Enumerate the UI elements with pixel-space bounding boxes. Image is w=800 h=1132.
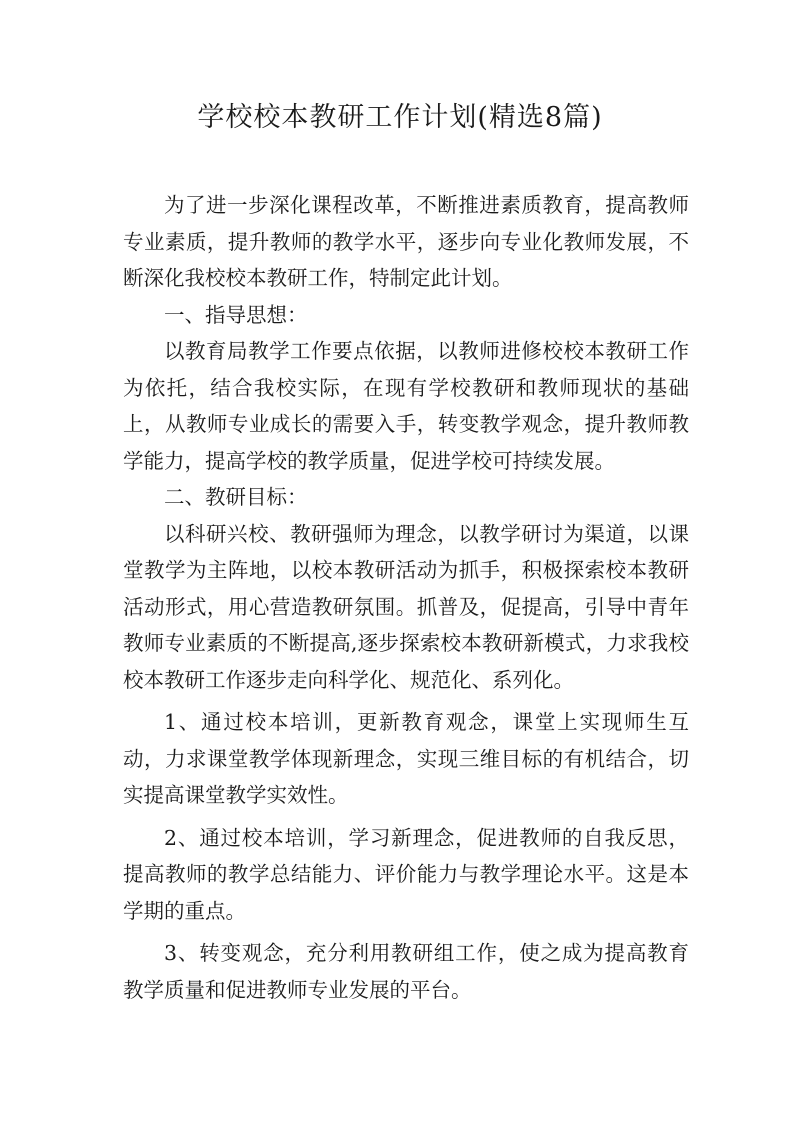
guiding-ideology-paragraph: 以教育局教学工作要点依据，以教师进修校校本教研工作为依托，结合我校实际，在现有学校教研和教师现状的基础上，从教师专业成长的需要入手，转变教学观念，提升教师教学能力，提高学校的教学质量，促进学校可持续发展。 xyxy=(123,339,689,473)
goal-item-3: 3、转变观念，充分利用教研组工作，使之成为提高教育教学质量和促进教师专业发展的平台。 xyxy=(123,941,689,1002)
section-heading-research-goals: 二、教研目标： xyxy=(164,485,308,509)
document-body xyxy=(123,187,689,1008)
document-title: 学校校本教研工作计划(精选8篇) xyxy=(197,102,603,133)
goal-item-1: 1、通过校本培训，更新教育观念，课堂上实现师生互动，力求课堂教学体现新理念，实现三维目标的有机结合，切实提高课堂教学实效性。 xyxy=(123,710,689,807)
intro-paragraph: 为了进一步深化课程改革，不断推进素质教育，提高教师专业素质，提升教师的教学水平，逐步向专业化教师发展，不断深化我校校本教研工作，特制定此计划。 xyxy=(123,193,689,290)
goal-item-2: 2、通过校本培训，学习新理念，促进教师的自我反思，提高教师的教学总结能力、评价能力与教学理论水平。这是本学期的重点。 xyxy=(123,825,689,923)
research-goals-paragraph: 以科研兴校、教研强师为理念，以教学研讨为渠道，以课堂教学为主阵地，以校本教研活动为抓手，积极探索校本教研活动形式，用心营造教研氛围。抓普及，促提高，引导中青年教师专业素质的不断提高,逐步探索校本教研新模式，力求我校校本教研工作逐步走向科学化、规范化、系列化。 xyxy=(123,521,689,692)
section-heading-guiding-ideology: 一、指导思想： xyxy=(164,302,308,327)
